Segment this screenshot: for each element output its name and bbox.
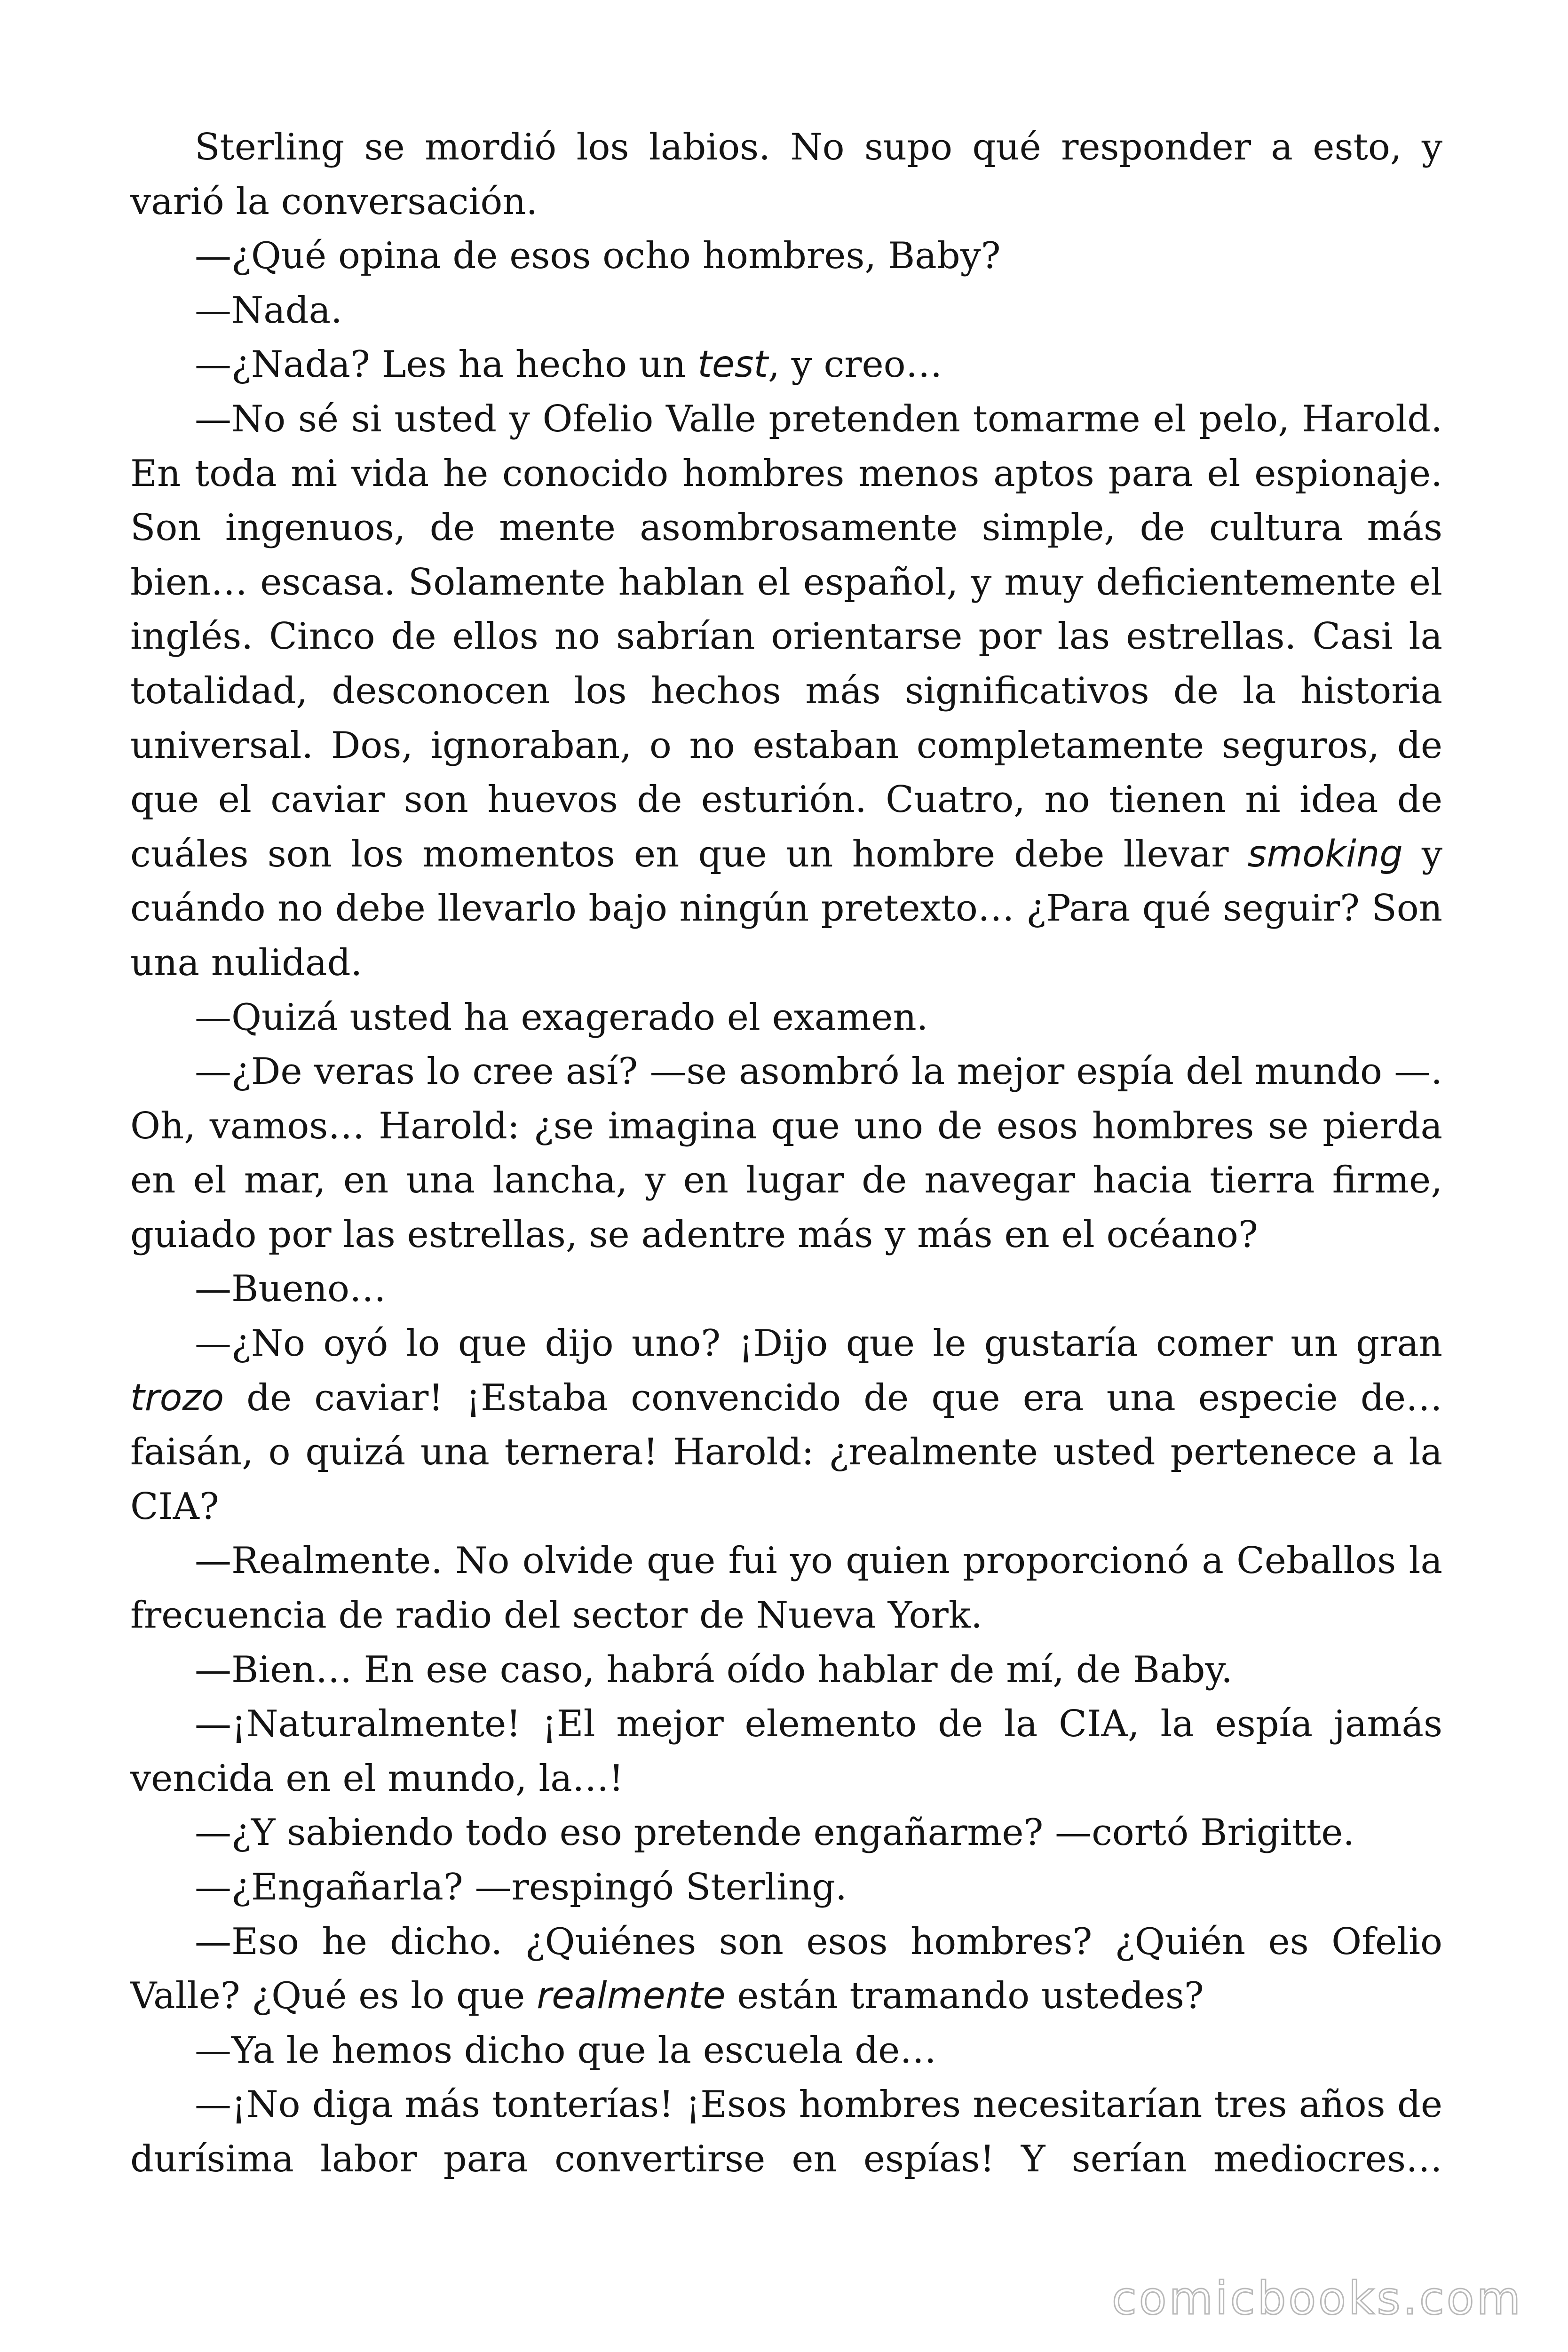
- text-run: —¿De veras lo cree así? —se asombró la mejor espía del mundo —. Oh, vamos… Harold: ¿se imagina que uno de esos hombres se pierda en el mar, en una lancha, y en lugar de navegar hacia tierra firme, guiado por las estrellas, se adentre más y más en el océano?: [130, 1050, 1442, 1256]
- paragraph: [130, 120, 1442, 229]
- text-run: de caviar! ¡Estaba convencido de que era una especie de… faisán, o quizá una ternera! Harold: ¿realmente usted pertenece a la CIA?: [130, 1376, 1442, 1528]
- text-run: —No sé si usted y Ofelio Valle pretenden tomarme el pelo, Harold. En toda mi vida he conocido hombres menos aptos para el espionaje. Son ingenuos, de mente asombrosamente simple, de cultura más bien… escasa. Solamente hablan el español, y muy deficientemente el inglés. Cinco de ellos no sabrían orientarse por las estrellas. Casi la totalidad, desconocen los hechos más significativos de la historia universal. Dos, ignoraban, o no estaban completamente seguros, de que el caviar son huevos de esturión. Cuatro, no tienen ni idea de cuáles son los momentos en que un hombre debe llevar: [130, 397, 1442, 875]
- text-run: están tramando ustedes?: [725, 1975, 1204, 2018]
- italic-word: test: [697, 343, 768, 386]
- paragraph: [130, 1045, 1442, 1262]
- paragraph: [130, 392, 1442, 991]
- text-run: —¡No diga más tonterías! ¡Esos hombres necesitarían tres años de durísima labor para convertirse en espías! Y serían mediocres…: [130, 2083, 1442, 2180]
- watermark-logo: comicbooks.com: [1111, 2272, 1523, 2325]
- text-run: , y creo…: [768, 343, 942, 386]
- paragraph: [130, 1534, 1442, 1643]
- text-run: —Nada.: [195, 289, 342, 332]
- text-run: —¡Naturalmente! ¡El mejor elemento de la CIA, la espía jamás vencida en el mundo, la…!: [130, 1703, 1442, 1800]
- paragraph: [130, 229, 1442, 284]
- text-run: —¿Qué opina de esos ocho hombres, Baby?: [195, 235, 1001, 278]
- paragraph: [130, 2078, 1442, 2186]
- paragraph: [130, 1697, 1442, 1806]
- book-page-text: [130, 120, 1442, 2187]
- italic-word: smoking: [1247, 833, 1403, 875]
- paragraph: [130, 338, 1442, 392]
- text-run: —Bien… En ese caso, habrá oído hablar de mí, de Baby.: [195, 1648, 1233, 1691]
- italic-word: realmente: [537, 1975, 726, 2018]
- text-run: —¿Y sabiendo todo eso pretende engañarme? —cortó Brigitte.: [195, 1812, 1355, 1854]
- text-run: Sterling se mordió los labios. No supo qué responder a esto, y varió la conversación.: [130, 126, 1442, 223]
- paragraph: [130, 1262, 1442, 1317]
- paragraph: [130, 2024, 1442, 2078]
- text-run: —Quizá usted ha exagerado el examen.: [195, 996, 928, 1039]
- paragraph: [130, 991, 1442, 1045]
- text-run: —¿Engañarla? —respingó Sterling.: [195, 1866, 847, 1908]
- paragraph: [130, 1915, 1442, 2024]
- text-run: —Eso he dicho. ¿Quiénes son esos hombres? ¿Quién es Ofelio Valle? ¿Qué es lo que: [130, 1920, 1442, 2018]
- text-run: —¿Nada? Les ha hecho un: [195, 343, 698, 386]
- paragraph: [130, 284, 1442, 338]
- text-run: —Realmente. No olvide que fui yo quien proporcionó a Ceballos la frecuencia de radio del sector de Nueva York.: [130, 1540, 1442, 1637]
- italic-word: trozo: [130, 1376, 224, 1419]
- paragraph: [130, 1860, 1442, 1915]
- paragraph: [130, 1317, 1442, 1534]
- text-run: y cuándo no debe llevarlo bajo ningún pretexto… ¿Para qué seguir? Son una nulidad.: [130, 833, 1442, 984]
- paragraph: [130, 1806, 1442, 1860]
- text-run: —Ya le hemos dicho que la escuela de…: [195, 2029, 937, 2072]
- paragraph: [130, 1643, 1442, 1698]
- text-run: —¿No oyó lo que dijo uno? ¡Dijo que le gustaría comer un gran: [195, 1322, 1442, 1365]
- text-run: —Bueno…: [195, 1268, 386, 1311]
